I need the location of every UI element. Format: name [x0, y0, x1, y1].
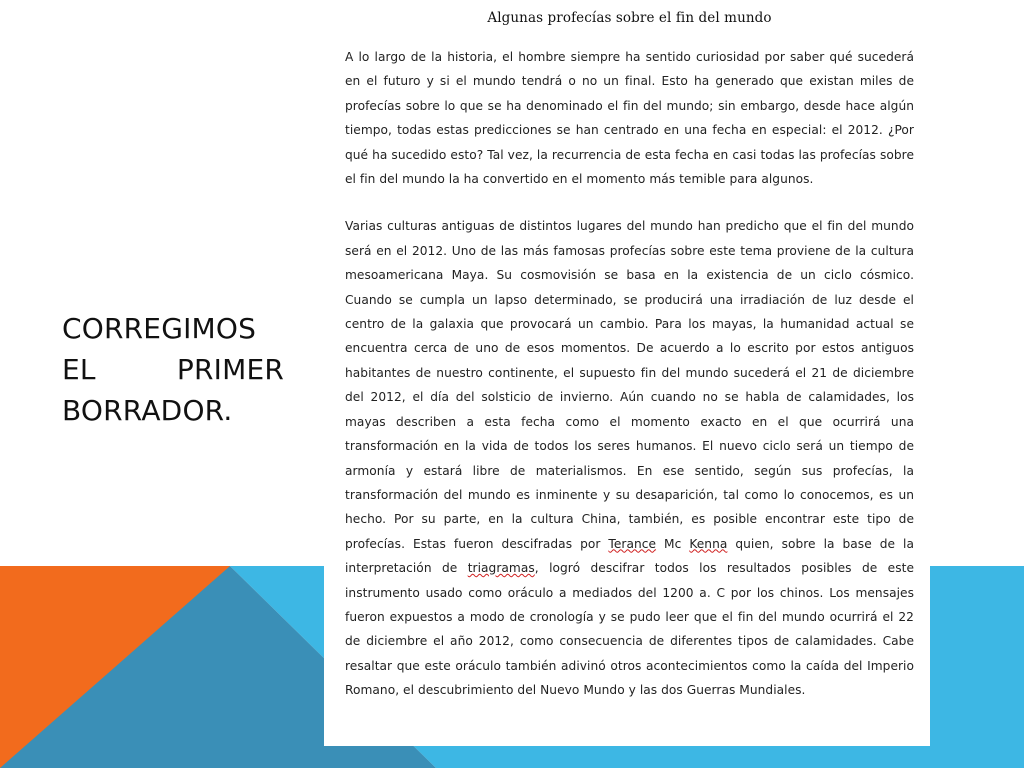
misspelled-word-triagramas: triagramas [467, 561, 535, 576]
paragraph-2 [345, 214, 914, 702]
misspelled-name-kenna: Kenna [689, 536, 728, 551]
paragraph-2-part-a: Varias culturas antiguas de distintos lugares del mundo han predicho que el fin del mundo será en el 2012. Uno de las más famosas profecías sobre este tema proviene de la cultura mesoamericana Maya. Su cosmovisión se basa en la existencia de un ciclo cósmico. Cuando se cumpla un lapso determinado, se producirá una irradiación de luz desde el centro de la galaxia que provocará un cambio. Para los mayas, la humanidad actual se encuentra cerca de uno de esos momentos. De acuerdo a lo escrito por estos antiguos habitantes de nuestro continente, el supuesto fin del mundo sucederá el 21 de diciembre del 2012, el día del solsticio de invierno. Aún cuando no se habla de calamidades, los mayas describen a esta fecha como el momento exacto en el que ocurrirá una transformación en la vida de todos los seres humanos. El nuevo ciclo será un tiempo de armonía y estará libre de materialismos. En ese sentido, según sus profecías, la transformación del mundo es inminente y su desaparición, tal como lo conocemos, es un hecho. Por su parte, en la cultura China, también, es posible encontrar este tipo de profecías. Estas fueron descifradas por [345, 219, 914, 551]
misspelled-name-terance: Terance [608, 536, 657, 551]
paragraph-2-part-b: quien, sobre la base de la interpretación de [345, 536, 914, 576]
paragraph-1: A lo largo de la historia, el hombre siempre ha sentido curiosidad por saber qué sucederá en el futuro y si el mundo tendrá o no un final. Esto ha generado que existan miles de profecías sobre lo que se ha denominado el fin del mundo; sin embargo, desde hace algún tiempo, todas estas predicciones se han centrado en una fecha en especial: el 2012. ¿Por qué ha sucedido esto? Tal vez, la recurrencia de esta fecha en casi todas las profecías sobre el fin del mundo la ha convertido en el momento más temible para algunos. [345, 50, 914, 187]
document-title: Algunas profecías sobre el fin del mundo [487, 10, 772, 26]
paragraph-2-space: Mc [656, 536, 690, 551]
slide-title-line-2: EL PRIMER [62, 353, 284, 386]
slide-title [62, 308, 284, 431]
slide-title-line-3: BORRADOR. [62, 394, 233, 427]
paragraph-2-part-c: , logró descifrar todos los resultados posibles de este instrumento usado como oráculo a mediados del 1200 a. C por los chinos. Los mensajes fueron expuestos a modo de cronología y se pudo leer que el fin del mundo ocurrirá el 22 de diciembre el año 2012, como consecuencia de diferentes tipos de calamidades. Cabe resaltar que este oráculo también adivinó otros acontecimientos como la caída del Imperio Romano, el descubrimiento del Nuevo Mundo y las dos Guerras Mundiales. [345, 561, 915, 698]
document-image [324, 0, 930, 746]
slide-title-line-1: CORREGIMOS [62, 312, 257, 345]
